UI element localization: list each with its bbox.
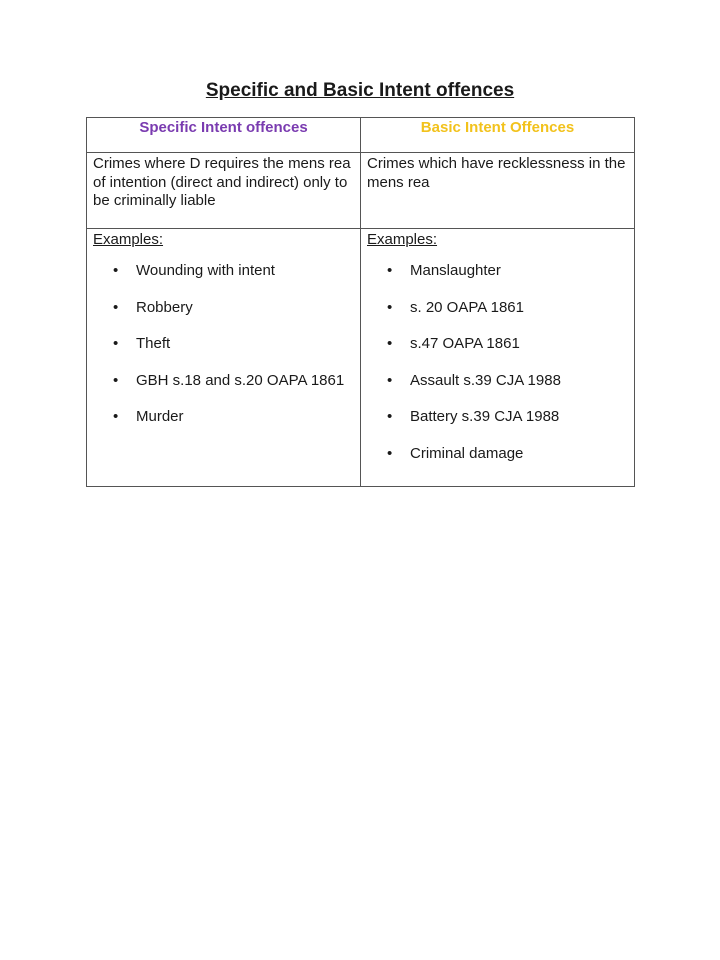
document-title: Specific and Basic Intent offences: [205, 80, 515, 101]
basic-intent-header-label: Basic Intent Offences: [420, 119, 575, 136]
list-item: • Wounding with intent: [93, 262, 354, 281]
table-header-row: [87, 118, 635, 153]
basic-examples-label: Examples:: [367, 231, 438, 248]
specific-examples-cell: [87, 229, 361, 487]
specific-intent-header: [87, 118, 361, 153]
list-item: • Manslaughter: [367, 262, 628, 281]
list-item: • s.47 OAPA 1861: [367, 335, 628, 354]
basic-examples-cell: [361, 229, 635, 487]
list-item: • Assault s.39 CJA 1988: [367, 372, 628, 391]
list-item: • GBH s.18 and s.20 OAPA 1861: [93, 372, 354, 391]
basic-intent-header: [361, 118, 635, 153]
offences-table: [86, 117, 635, 487]
definition-row: [87, 153, 635, 229]
specific-intent-header-label: Specific Intent offences: [139, 119, 308, 136]
list-item: • Criminal damage: [367, 445, 628, 464]
list-item: • s. 20 OAPA 1861: [367, 299, 628, 318]
specific-examples-label: Examples:: [93, 231, 164, 248]
specific-intent-definition: Crimes where D requires the mens rea of intention (direct and indirect) only to be criminally liable: [87, 153, 361, 229]
examples-row: [87, 229, 635, 487]
basic-examples-list: [367, 262, 628, 463]
specific-examples-list: [93, 262, 354, 427]
list-item: • Theft: [93, 335, 354, 354]
basic-intent-definition: Crimes which have recklessness in the mens rea: [361, 153, 635, 229]
list-item: • Battery s.39 CJA 1988: [367, 408, 628, 427]
list-item: • Murder: [93, 408, 354, 427]
list-item: • Robbery: [93, 299, 354, 318]
